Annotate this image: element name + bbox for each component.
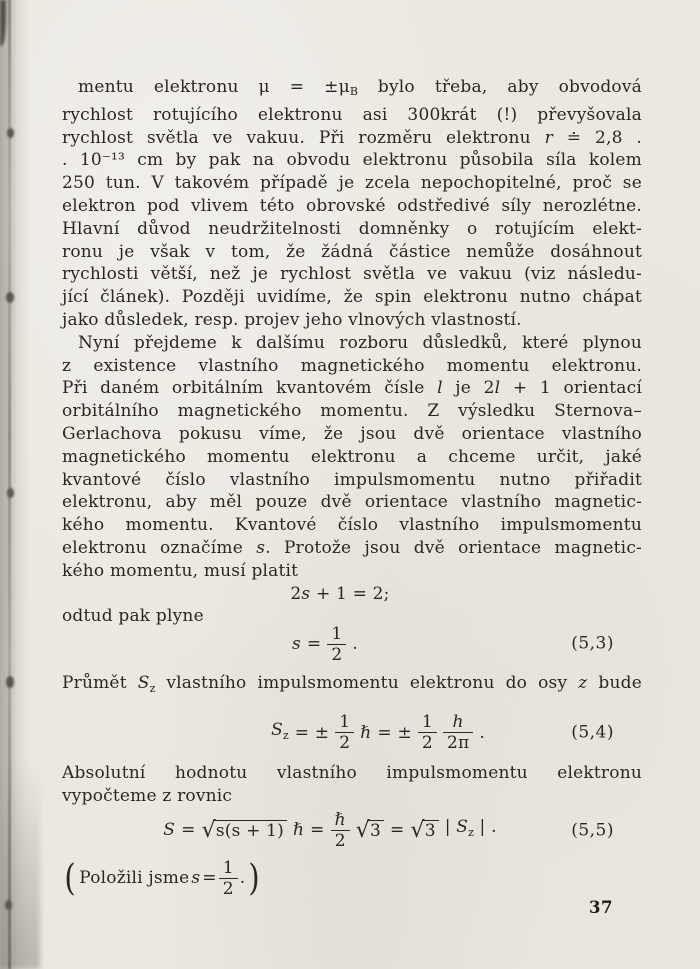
- text-line-prumet: Průmět $S_z$ vlastního impulsmomentu elektronu do osy z bude: [62, 673, 642, 696]
- page-number: 37: [589, 898, 613, 917]
- text-line: rychlost rotujícího elektronu asi 300krát (!) převyšovala: [62, 104, 642, 125]
- equation-number-5-4: (5,4): [571, 722, 614, 743]
- paragraph-1: [62, 76, 642, 332]
- equation-number-5-3: (5,3): [571, 633, 614, 654]
- text-line: magnetického momentu elektronu a chceme určit, jaké: [62, 446, 642, 467]
- equation-5-3: s = $\frac{1}{2}$ . (5,3): [291, 623, 614, 665]
- text-line-odtud: odtud pak plyne: [62, 606, 204, 627]
- text-line: . 10⁻¹³ cm by pak na obvodu elektronu působila síla kolem: [62, 150, 642, 171]
- text-line: 250 tun. V takovém případě je zcela nepochopitelné, proč se: [62, 173, 642, 194]
- big-paren-open: (: [64, 857, 76, 899]
- paragraph-2: [62, 332, 642, 583]
- text-line: elektron pod vlivem této obrovské odstředivé síly nerozlétne.: [62, 195, 642, 216]
- text-line: kvantové číslo vlastního impulsmomentu nutno přiřadit: [62, 469, 642, 490]
- binding-shadow-bottom: [0, 709, 40, 969]
- square-root: √ s(s + 1): [202, 820, 287, 841]
- text-column: [62, 76, 642, 902]
- text-line: z existence vlastního magnetického momentu elektronu.: [62, 355, 642, 376]
- fraction-one-half: $\frac{1}{2}$: [335, 713, 354, 752]
- text-line: jící článek). Později uvidíme, že spin elektronu nutno chápat: [62, 287, 642, 308]
- square-root: √ 3: [410, 820, 438, 841]
- fraction-one-half: $\frac{1}{2}$: [418, 713, 437, 752]
- text-line: Hlavní důvod neudržitelnosti domněnky o rotujícím elekt-: [62, 218, 642, 239]
- fraction-one-half: $\frac{1}{2}$: [327, 625, 346, 664]
- subscript-B: B: [349, 85, 358, 98]
- text-line: kého momentu. Kvantové číslo vlastního impulsmomentu: [62, 515, 642, 536]
- text-line: mentu elektronu $\mu = \pm\mu_B$ bylo třeba, aby obvodová: [78, 77, 642, 98]
- binding-speck: [5, 900, 12, 910]
- square-root: √ 3: [356, 820, 384, 841]
- text-line: kého momentu, musí platit: [62, 560, 299, 581]
- text-line: Absolutní hodnotu vlastního impulsmomentu elektronu: [62, 762, 642, 783]
- binding-speck: [6, 676, 14, 688]
- equation-2s-plus-1: 2s + 1 = 2;: [290, 583, 390, 604]
- text-line: orbitálního magnetického momentu. Z výsledku Sternova–: [62, 401, 642, 422]
- binding-speck: [6, 292, 14, 303]
- text-line: elektronu, aby měl pouze dvě orientace vlastního magnetic-: [62, 492, 642, 513]
- text-line: Gerlachova pokusu víme, že jsou dvě orientace vlastního: [62, 423, 642, 444]
- fraction-h-2pi: $\frac{h}{2\pi}$: [443, 713, 473, 752]
- note-polozili: ( Položili jsme s = $\frac{1}{2}$ . ): [64, 857, 261, 900]
- equation-number-5-5: (5,5): [571, 820, 614, 841]
- equation-5-5: S = √ s(s + 1) ℏ = $\frac{\text{ℏ}}{2}$ √ 3 = √ 3 | $S_z$ | . (5,5): [163, 810, 614, 852]
- text-line: vypočteme z rovnic: [62, 785, 233, 806]
- big-paren-close: ): [248, 857, 261, 899]
- equation-5-4: $S_z$ = ± $\frac{1}{2}$ ℏ = ± $\frac{1}{2}$ $\frac{h}{2\pi}$ . (5,4): [271, 712, 614, 754]
- fraction-hbar-2: $\frac{\text{ℏ}}{2}$: [331, 811, 350, 850]
- subscript-z: z: [149, 682, 156, 696]
- text-line: rychlosti větší, než je rychlost světla ve vakuu (viz následu-: [62, 264, 642, 285]
- radical-sign: √: [355, 818, 370, 844]
- text-line: elektronu označíme s. Protože jsou dvě orientace magnetic-: [62, 537, 642, 558]
- subscript-z: z: [282, 728, 289, 742]
- subscript-z: z: [468, 826, 474, 840]
- text-line: rychlost světla ve vakuu. Při rozměru elektronu r ≐ 2,8 .: [62, 127, 642, 148]
- fraction-one-half: $\frac{1}{2}$: [219, 859, 238, 898]
- radical-sign: √: [410, 818, 425, 844]
- binding-speck: [7, 128, 14, 138]
- binding-speck: [7, 488, 14, 498]
- radical-sign: √: [201, 818, 216, 844]
- text-line: Nyní přejdeme k dalšímu rozboru důsledků, které plynou: [78, 332, 642, 353]
- text-line: Při daném orbitálním kvantovém čísle l je 2l + 1 orientací: [62, 378, 642, 399]
- text-line: ronu je však v tom, že žádná částice nemůže dosáhnout: [62, 241, 642, 262]
- text-line: jako důsledek, resp. projev jeho vlnových vlastností.: [62, 309, 522, 330]
